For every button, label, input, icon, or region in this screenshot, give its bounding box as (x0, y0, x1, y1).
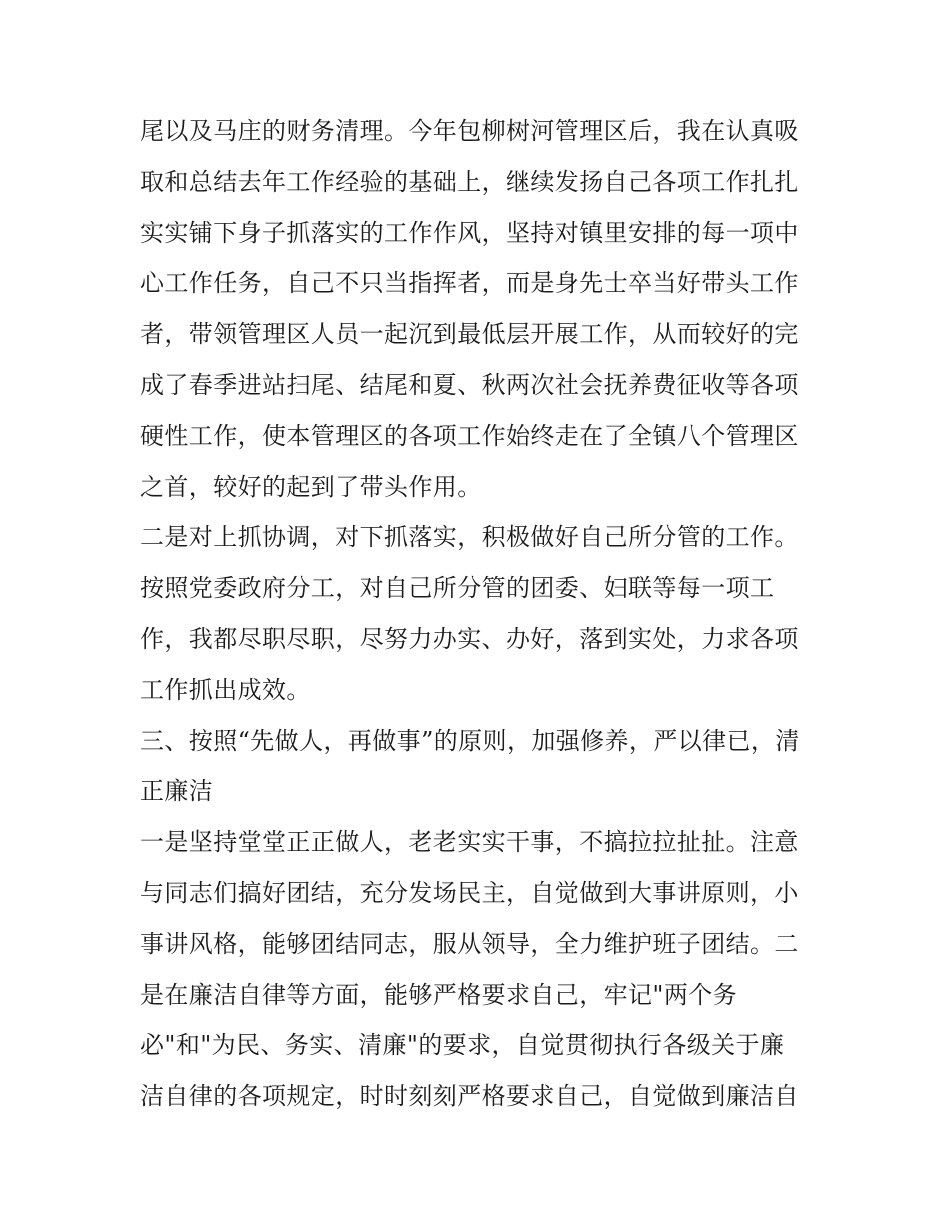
text-line: 三、按照“先做人，再做事”的原则，加强修养，严以律已，清 (140, 726, 800, 755)
text-line: 按照党委政府分工，对自己所分管的团委、妇联等每一项工 (140, 574, 775, 603)
text-line: 心工作任务，自己不只当指挥者，而是身先士卒当好带头工作 (140, 269, 799, 298)
text-line: 二是对上抓协调，对下抓落实，积极做好自己所分管的工作。 (140, 523, 799, 552)
text-line: 一是坚持堂堂正正做人，老老实实干事，不搞拉拉扯扯。注意 (140, 828, 799, 857)
text-line: 成了春季进站扫尾、结尾和夏、秋两次社会抚养费征收等各项 (140, 370, 799, 399)
body-text (140, 106, 830, 1122)
text-line: 正廉洁 (140, 777, 214, 806)
text-line: 尾以及马庄的财务清理。今年包柳树河管理区后，我在认真吸 (140, 117, 799, 145)
text-line: 实实铺下身子抓落实的工作作风，坚持对镇里安排的每一项中 (140, 218, 799, 247)
text-line: 必"和"为民、务实、清廉"的要求，自觉贯彻执行各级关于廉 (140, 1031, 785, 1060)
text-line: 工作抓出成效。 (140, 675, 311, 704)
text-line: 是在廉洁自律等方面，能够严格要求自己，牢记"两个务 (140, 980, 738, 1009)
text-line: 洁自律的各项规定，时时刻刻严格要求自己，自觉做到廉洁自 (140, 1082, 799, 1111)
text-line: 者，带领管理区人员一起沉到最低层开展工作，从而较好的完 (140, 320, 799, 349)
text-line: 硬性工作，使本管理区的各项工作始终走在了全镇八个管理区 (140, 421, 799, 450)
text-line: 作，我都尽职尽职，尽努力办实、办好，落到实处，力求各项 (140, 624, 799, 653)
text-line: 取和总结去年工作经验的基础上，继续发扬自己各项工作扎扎 (140, 167, 799, 196)
text-line: 事讲风格，能够团结同志，服从领导，全力维护班子团结。二 (140, 929, 799, 958)
text-line: 之首，较好的起到了带头作用。 (140, 472, 482, 501)
text-line: 与同志们搞好团结，充分发场民主，自觉做到大事讲原则，小 (140, 878, 799, 907)
